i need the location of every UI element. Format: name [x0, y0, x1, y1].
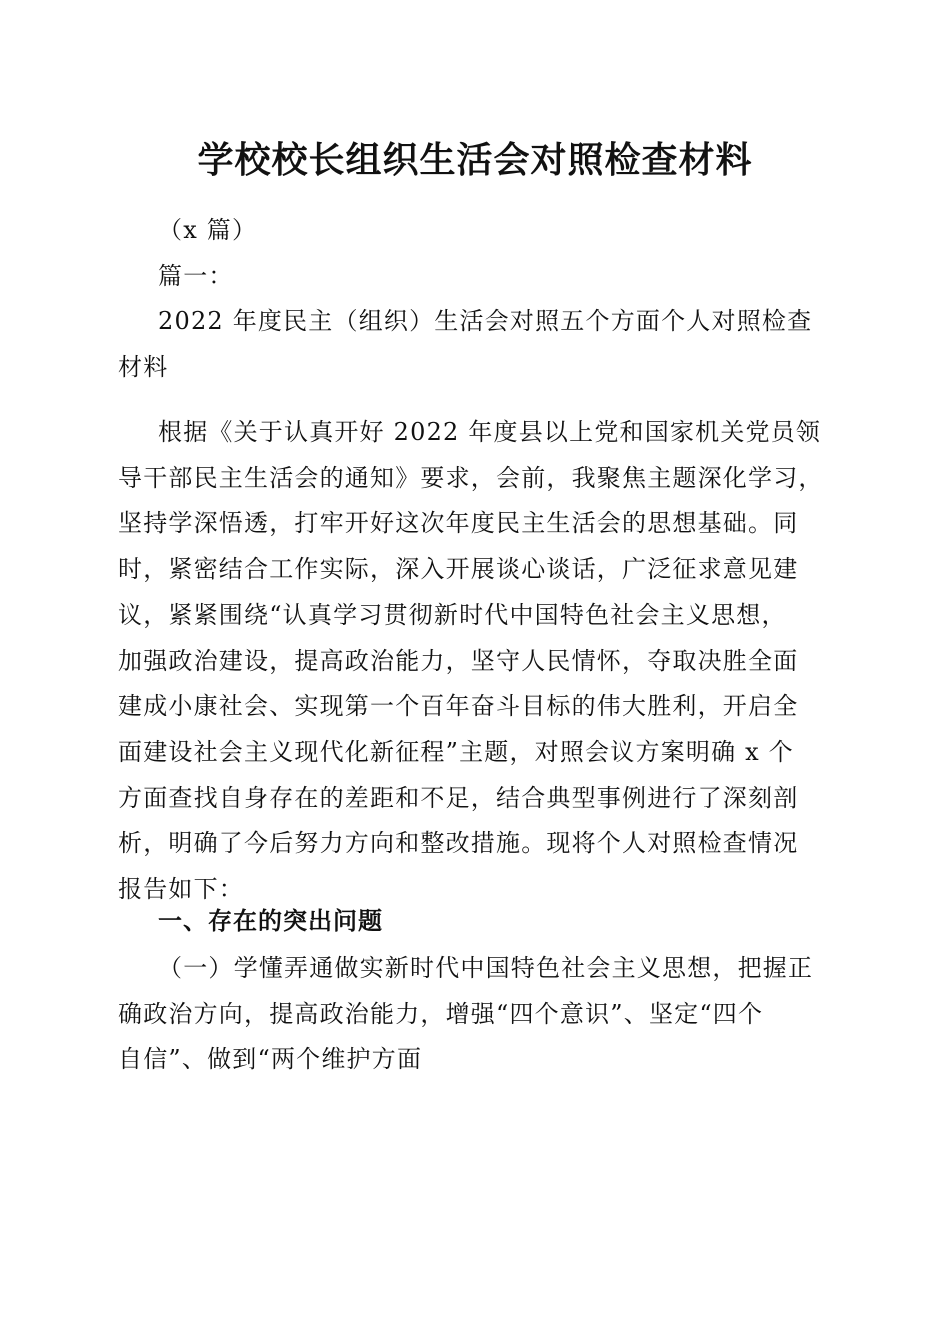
- document-body-top: [118, 208, 834, 391]
- document-title: 学校校长组织生活会对照检查材料: [197, 139, 753, 181]
- intro-line-9: 方面查找自身存在的差距和不足，结合典型事例进行了深刻剖: [118, 783, 799, 812]
- subsection-paragraph: [118, 946, 834, 1083]
- intro-paragraph: [118, 410, 834, 913]
- section-heading: 一、存在的突出问题: [158, 907, 383, 935]
- intro-line-5: 议，紧紧围绕“认真学习贯彻新时代中国特色社会主义思想，: [118, 600, 787, 629]
- intro-line-11: 报告如下：: [118, 875, 244, 904]
- subtitle-line-1: 2022 年度民主（组织）生活会对照五个方面个人对照检查: [158, 307, 813, 336]
- subsection-line-3: 自信”、做到“两个维护方面: [118, 1045, 423, 1074]
- intro-line-1: 根据《关于认真开好 2022 年度县以上党和国家机关党员领: [158, 418, 822, 446]
- intro-line-7: 建成小康社会、实现第一个百年奋斗目标的伟大胜利，开启全: [118, 692, 799, 721]
- subsection-line-1: （一）学懂弄通做实新时代中国特色社会主义思想，把握正: [158, 954, 814, 982]
- intro-line-8: 面建设社会主义现代化新征程”主题，对照会议方案明确 x 个: [118, 737, 794, 766]
- intro-line-6: 加强政治建设，提高政治能力，坚守人民情怀，夺取决胜全面: [118, 646, 799, 675]
- intro-line-4: 时，紧密结合工作实际，深入开展谈心谈话，广泛征求意见建: [118, 555, 799, 584]
- subtitle-line-2: 材料: [118, 353, 169, 382]
- intro-line-3: 坚持学深悟透，打牢开好这次年度民主生活会的思想基础。同: [118, 509, 799, 538]
- subsection-line-2: 确政治方向，提高政治能力，增强“四个意识”、坚定“四个: [118, 999, 764, 1028]
- part-label: 篇一：: [158, 261, 234, 290]
- count-note: （x 篇）: [158, 216, 258, 244]
- intro-line-10: 析，明确了今后努力方向和整改措施。现将个人对照检查情况: [118, 829, 799, 858]
- intro-line-2: 导干部民主生活会的通知》要求，会前，我聚焦主题深化学习，: [118, 463, 824, 492]
